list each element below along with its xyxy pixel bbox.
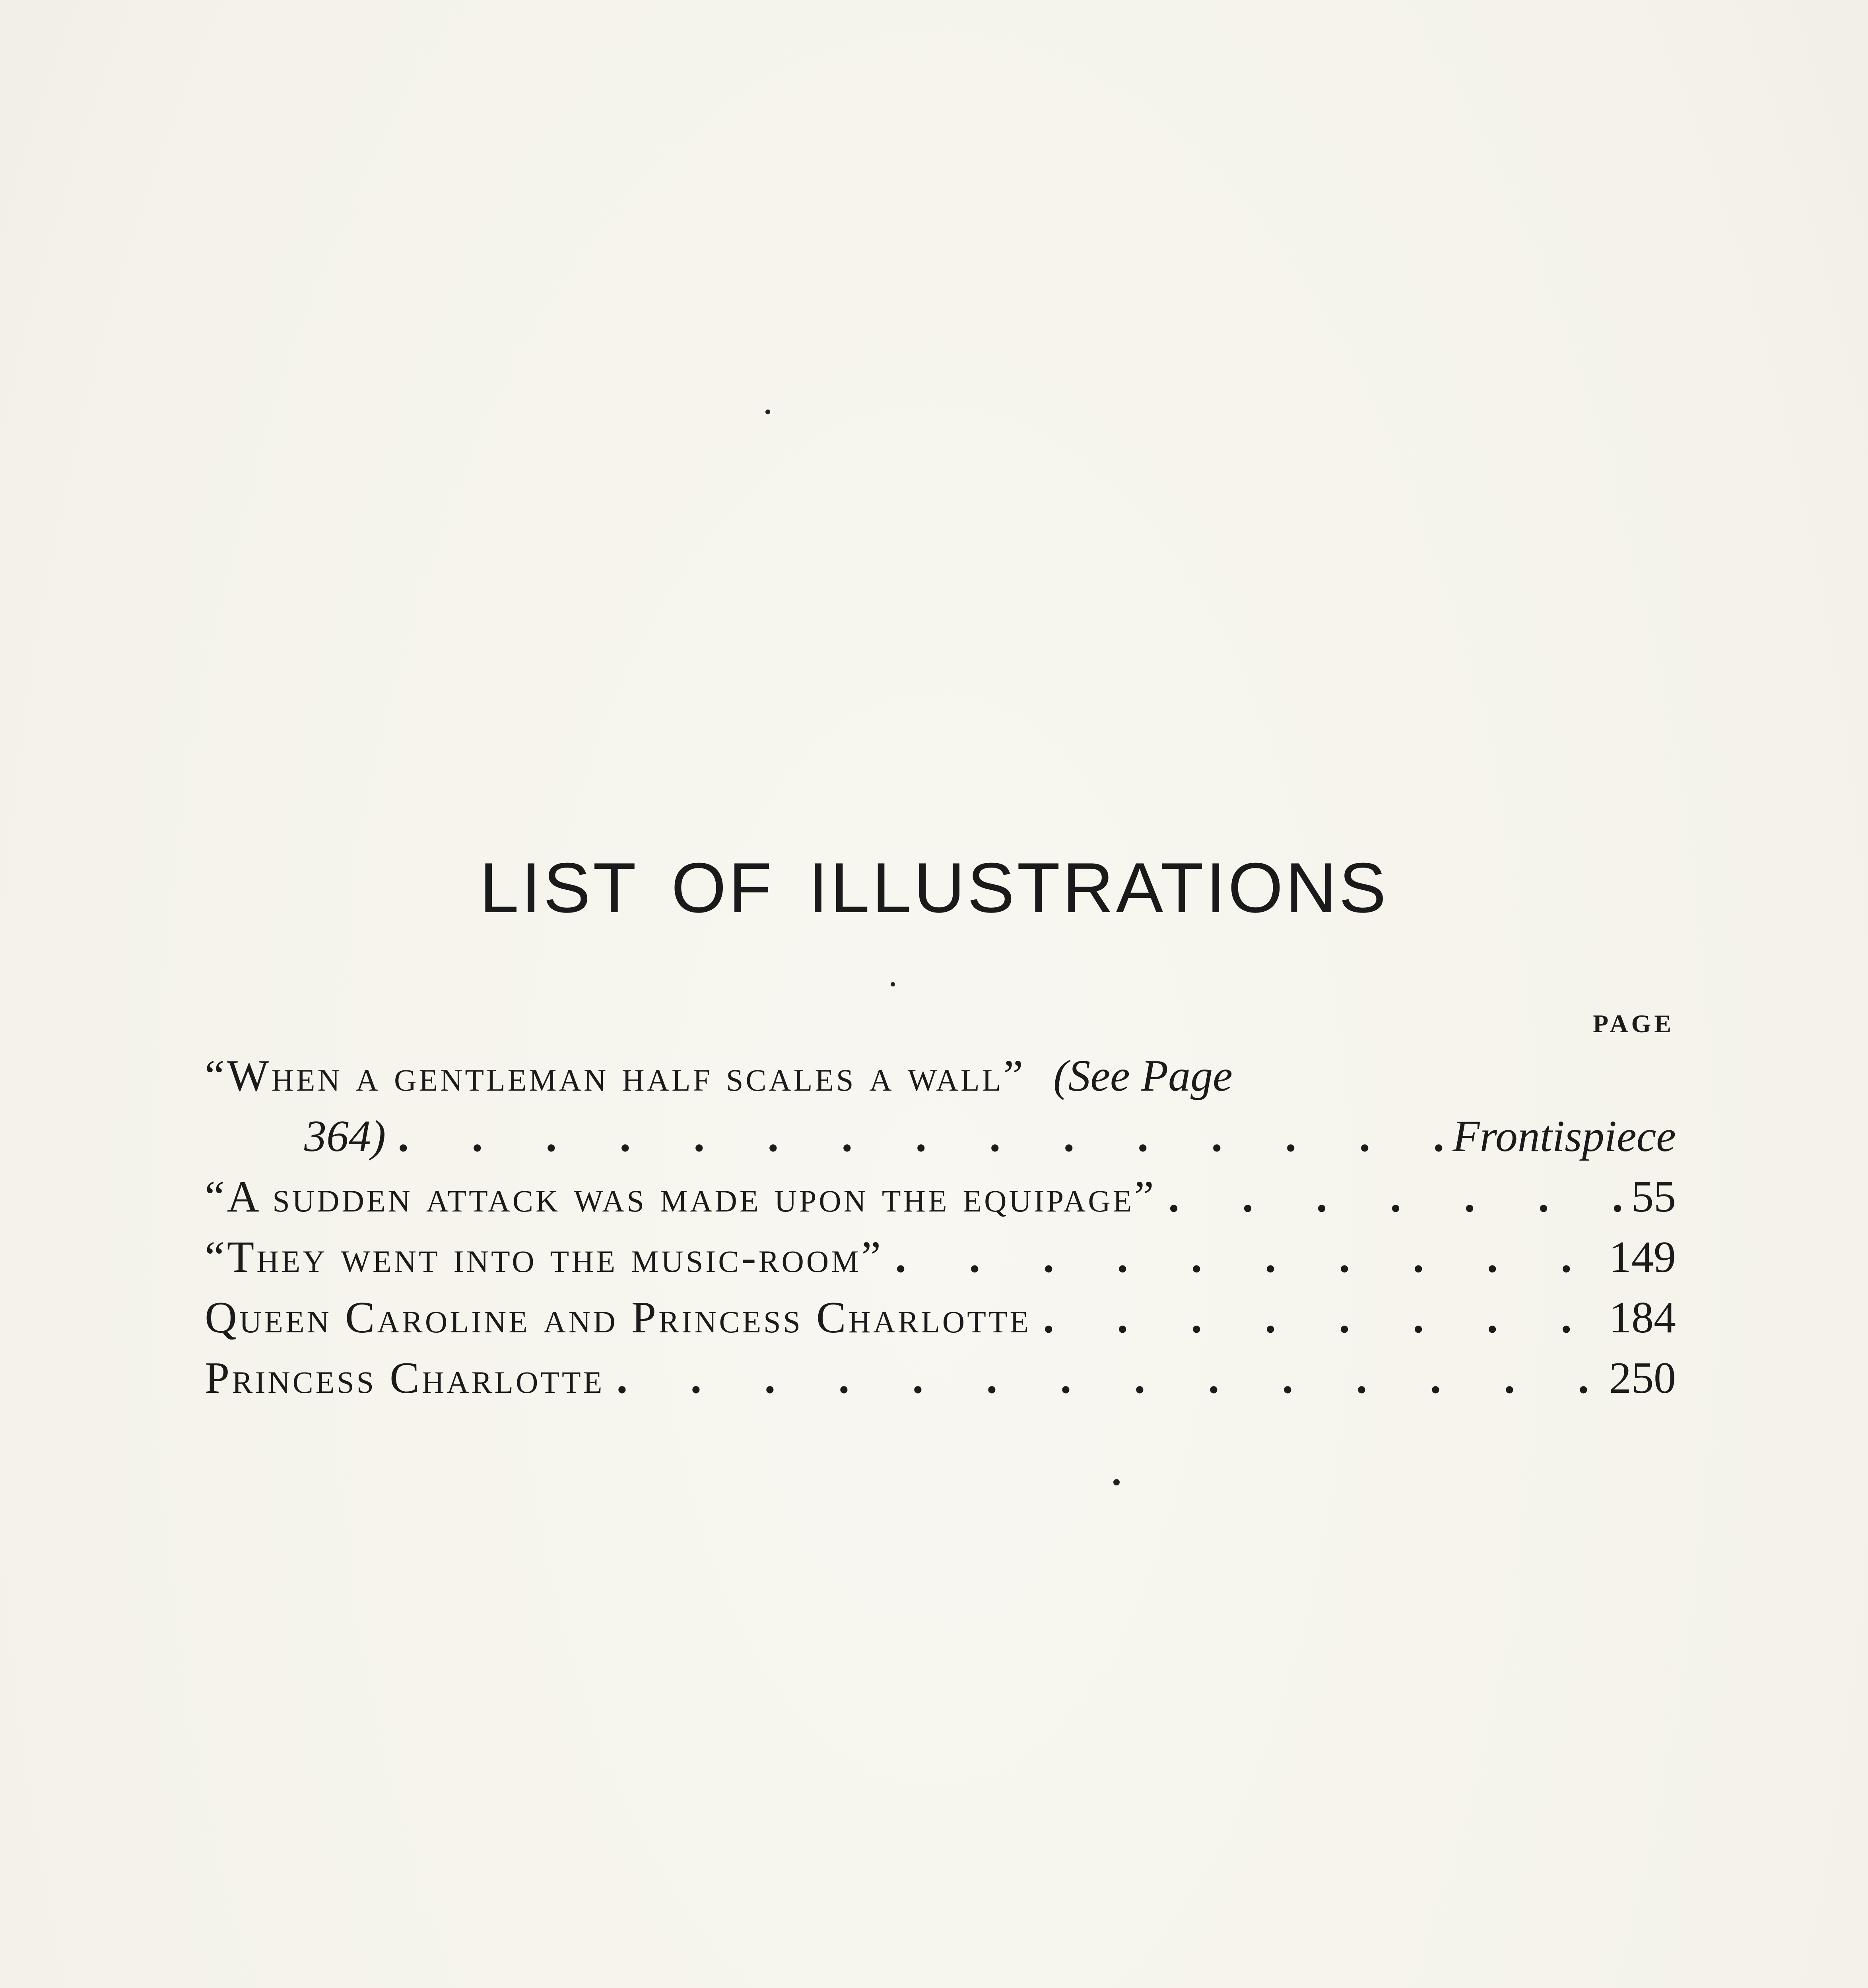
- list-item: [205, 1167, 1676, 1227]
- paper-speck: [765, 410, 770, 414]
- entry-page: 55: [1631, 1172, 1676, 1221]
- entry-title: Queen Caroline and Princess Charlotte: [205, 1293, 1031, 1342]
- list-item: [205, 1348, 1676, 1408]
- list-item: [205, 1046, 1676, 1106]
- entry-page: Frontispiece: [1452, 1112, 1676, 1161]
- leader-dots: [604, 1348, 1609, 1408]
- entry-note: (See Page: [1053, 1051, 1233, 1101]
- paper-speck: [891, 982, 895, 986]
- list-item: [205, 1227, 1676, 1287]
- entry-page: 149: [1609, 1233, 1676, 1282]
- illustrations-list: [205, 1010, 1676, 1408]
- leader-dots: [883, 1227, 1609, 1287]
- paper-speck: [1113, 1479, 1120, 1485]
- entry-title: 364): [304, 1112, 386, 1161]
- leader-dots: [386, 1106, 1452, 1167]
- entry-page: 184: [1609, 1293, 1676, 1342]
- leader-dots: [1031, 1287, 1609, 1348]
- entry-title: “A sudden attack was made upon the equipage”: [205, 1172, 1157, 1221]
- page-column-header: PAGE: [1592, 1010, 1674, 1038]
- list-item: [205, 1287, 1676, 1348]
- entry-title: “When a gentleman half scales a wall”: [205, 1051, 1026, 1101]
- page-title: LIST OF ILLUSTRATIONS: [479, 848, 1389, 927]
- list-item: [205, 1106, 1676, 1167]
- entry-title: “They went into the music-room”: [205, 1233, 884, 1282]
- entry-title: Princess Charlotte: [205, 1353, 605, 1403]
- entry-page: 250: [1609, 1353, 1676, 1403]
- leader-dots: [1156, 1167, 1631, 1227]
